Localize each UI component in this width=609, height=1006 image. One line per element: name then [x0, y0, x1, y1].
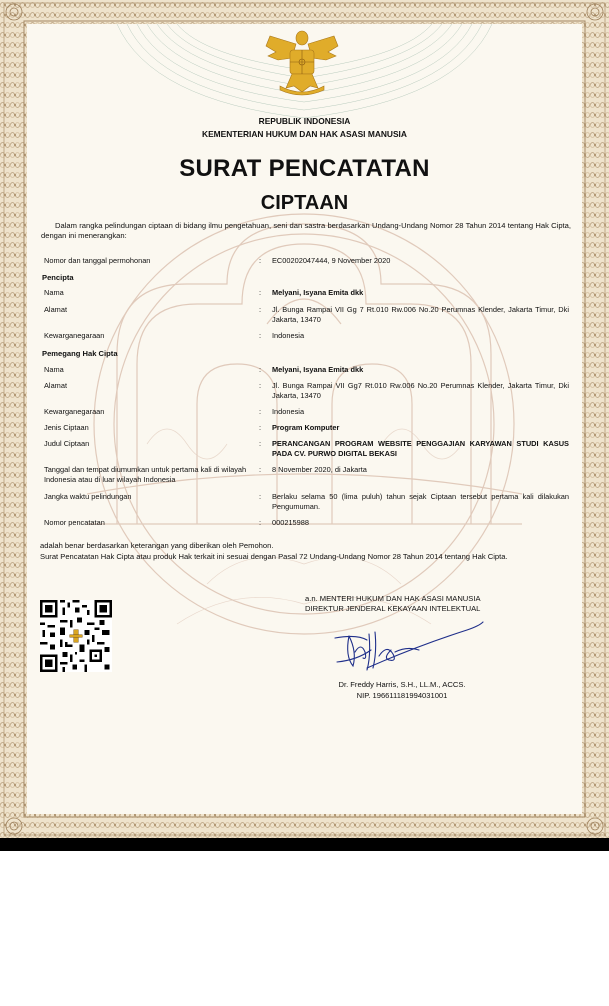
- signatory-nip: NIP. 196611181994031001: [356, 691, 448, 700]
- header-country: REPUBLIK INDONESIA: [258, 116, 351, 126]
- holder-section-title: Pemegang Hak Cipta: [42, 349, 118, 358]
- creator-section-title: Pencipta: [42, 273, 74, 282]
- creator-nationality: Indonesia: [272, 331, 305, 340]
- colon: :: [259, 381, 262, 390]
- colon: :: [259, 305, 262, 314]
- holder-nationality-label: Kewarganegaraan: [44, 407, 105, 416]
- creator-name: Melyani, Isyana Emita dkk: [272, 288, 364, 297]
- colon: :: [259, 288, 262, 297]
- colon: :: [259, 439, 262, 448]
- header-ministry: KEMENTERIAN HUKUM DAN HAK ASASI MANUSIA: [202, 129, 407, 139]
- work-title: PERANCANGAN PROGRAM WEBSITE PENGGAJIAN KARYAWAN STUDI KASUS PADA CV. PURWO DIGITAL BEKASI: [272, 439, 569, 458]
- creator-address: Jl. Bunga Rampai VII Gg 7 Rt.010 Rw.006 No.20 Perumnas Klender, Jakarta Timur, Dki Jakarta, 13470: [272, 305, 569, 324]
- colon: :: [259, 518, 262, 527]
- bottom-bar: [0, 838, 609, 851]
- document-paper: [27, 24, 582, 814]
- holder-address-label: Alamat: [44, 381, 68, 390]
- record-number: 000215988: [272, 518, 309, 527]
- colon: :: [259, 465, 262, 474]
- application-label: Nomor dan tanggal permohonan: [44, 256, 151, 265]
- holder-address: Jl. Bunga Rampai VII Gg7 Rt.010 Rw.006 No.20 Perumnas Klender, Jakarta Timur, Dki Jakarta, 13470: [272, 381, 569, 400]
- colon: :: [259, 492, 262, 501]
- holder-name: Melyani, Isyana Emita dkk: [272, 365, 364, 374]
- work-period: Berlaku selama 50 (lima puluh) tahun sejak Ciptaan tersebut pertama kali dilakukan Pengumuman.: [272, 492, 569, 511]
- holder-nationality: Indonesia: [272, 407, 305, 416]
- work-period-label: Jangka waktu pelindungan: [44, 492, 132, 501]
- closing-statement: [40, 540, 508, 562]
- work-type-label: Jenis Ciptaan: [44, 423, 89, 432]
- closing-line-2: Surat Pencatatan Hak Cipta atau produk Hak terkait ini sesuai dengan Pasal 72 Undang-Undang Nomor 28 Tahun 2014 tentang Hak Cipta.: [40, 552, 508, 561]
- colon: :: [259, 423, 262, 432]
- signatory-name: Dr. Freddy Harris, S.H., LL.M., ACCS.: [338, 680, 466, 689]
- garuda-emblem-icon: [262, 26, 342, 98]
- colon: :: [259, 331, 262, 340]
- application-value: EC00202047444, 9 November 2020: [272, 256, 391, 265]
- work-title-label: Judul Ciptaan: [44, 439, 90, 448]
- handwritten-signature: [327, 616, 487, 676]
- work-announce: 8 November 2020, di Jakarta: [272, 465, 367, 474]
- document-title: SURAT PENCATATAN: [179, 155, 430, 182]
- signatory-title-2: DIREKTUR JENDERAL KEKAYAAN INTELEKTUAL: [305, 604, 481, 613]
- intro-paragraph: Dalam rangka pelindungan ciptaan di bidang ilmu pengetahuan, seni dan sastra berdasarkan Undang-Undang Nomor 28 Tahun 2014 tentang Hak Cipta, dengan ini menerangkan:: [41, 221, 571, 240]
- colon: :: [259, 365, 262, 374]
- creator-address-label: Alamat: [44, 305, 68, 314]
- qr-code-icon[interactable]: [40, 600, 112, 672]
- colon: :: [259, 256, 262, 265]
- creator-name-label: Nama: [44, 288, 64, 297]
- record-number-label: Nomor pencatatan: [44, 518, 105, 527]
- closing-line-1: adalah benar berdasarkan keterangan yang diberikan oleh Pemohon.: [40, 541, 274, 550]
- holder-name-label: Nama: [44, 365, 64, 374]
- signatory-title-1: a.n. MENTERI HUKUM DAN HAK ASASI MANUSIA: [305, 594, 481, 603]
- work-announce-label: Tanggal dan tempat diumumkan untuk pertama kali di wilayah Indonesia atau di luar wilayah Indonesia: [44, 465, 247, 484]
- colon: :: [259, 407, 262, 416]
- document-subtitle: CIPTAAN: [260, 192, 349, 214]
- creator-nationality-label: Kewarganegaraan: [44, 331, 105, 340]
- work-type: Program Komputer: [272, 423, 340, 432]
